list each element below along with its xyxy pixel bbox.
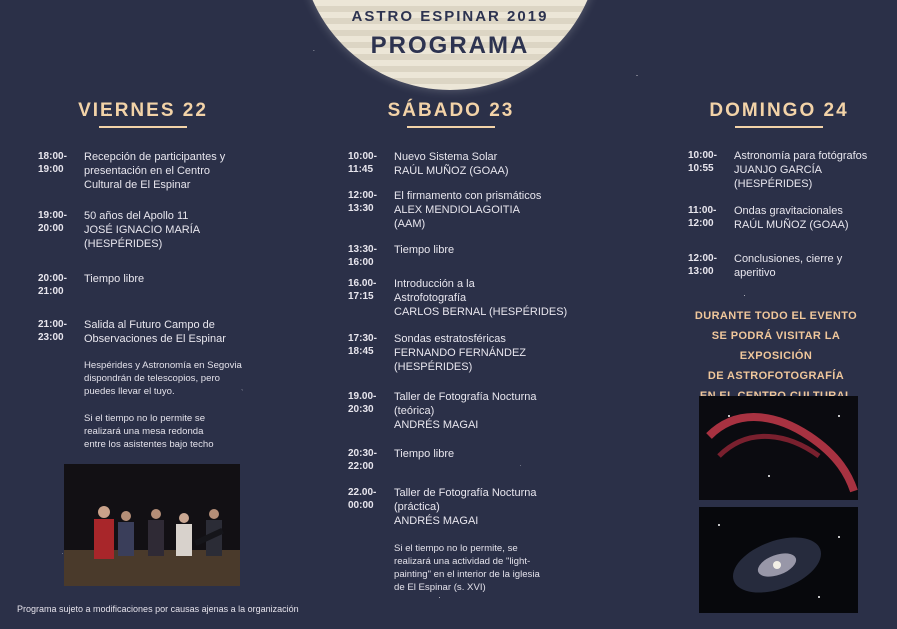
day-heading-domingo: DOMINGO 24 <box>696 100 862 128</box>
veil-nebula-photo <box>699 396 858 500</box>
note-text: Hespérides y Astronomía en Segovia dispondrán de telescopios, pero puedes llevar el tuyo. <box>84 360 242 397</box>
triangulum-galaxy-photo <box>699 507 858 613</box>
header-subtitle: ASTRO ESPINAR 2019 <box>351 8 549 25</box>
exposition-notice: DURANTE TODO EL EVENTO SE PODRÁ VISITAR LA EXPOSICIÓN DE ASTROFOTOGRAFÍA <box>694 310 858 382</box>
footer-disclaimer: Programa sujeto a modificaciones por causas ajenas a la organización <box>17 604 299 614</box>
note-text: Si el tiempo no lo permite, se realizará una actividad de "light- painting" en el interior de la iglesia de El Espinar (s. XVI) <box>394 543 540 593</box>
observation-night-photo <box>64 464 240 586</box>
note-text: Si el tiempo no lo permite se realizará una mesa redonda entre los asistentes bajo techo <box>84 413 214 450</box>
day-heading-viernes: VIERNES 22 <box>60 100 226 128</box>
header-title: PROGRAMA <box>370 32 530 59</box>
day-heading-sabado: SÁBADO 23 <box>368 100 534 128</box>
